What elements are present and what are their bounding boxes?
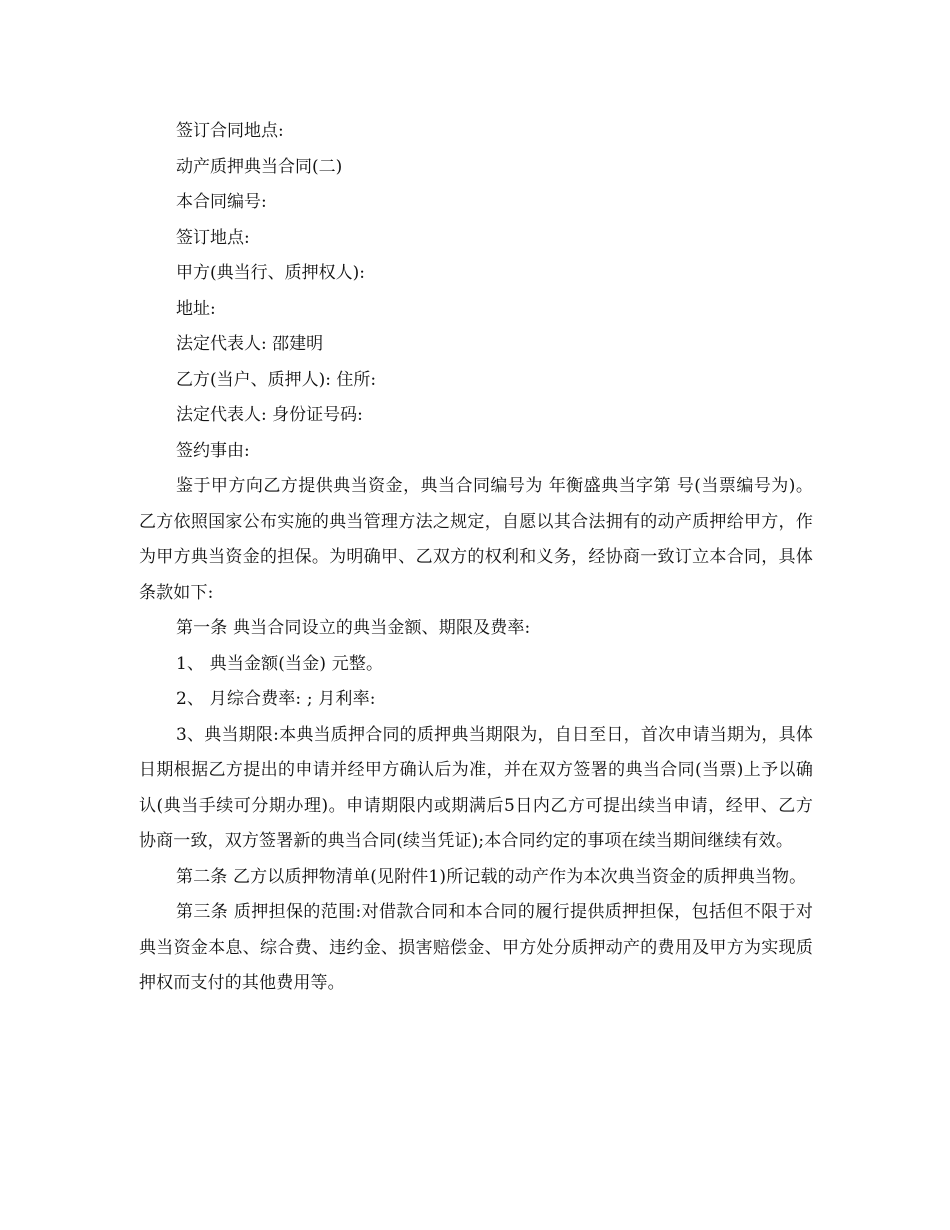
- preamble-paragraph: 鉴于甲方向乙方提供典当资金，典当合同编号为 年衡盛典当字第 号(当票编号为)。乙方依照国家公布实施的典当管理方法之规定，自愿以其合法拥有的动产质押给甲方，作为甲方典当资金的担保。为明确甲、乙双方的权利和义务，经协商一致订立本合同，具体条款如下:: [139, 476, 813, 603]
- legal-representative-b-line: 法定代表人: 身份证号码:: [176, 405, 363, 425]
- article-two-paragraph: 第二条 乙方以质押物清单(见附件1)所记载的动产作为本次典当资金的质押典当物。: [176, 866, 807, 887]
- article-three-paragraph: 第三条 质押担保的范围:对借款合同和本合同的履行提供质押担保，包括但不限于对典当资金本息、综合费、违约金、损害赔偿金、甲方处分质押动产的费用及甲方为实现质押权而支付的其他费用等。: [139, 902, 813, 993]
- party-a-line: 甲方(典当行、质押权人):: [176, 263, 365, 283]
- signing-place-line: 签订合同地点:: [176, 121, 284, 141]
- article-one-heading: 第一条 典当合同设立的典当金额、期限及费率:: [176, 618, 531, 638]
- article-one-item-term: 3、典当期限:本典当质押合同的质押典当期限为，自日至日，首次申请当期为，具体日期根据乙方提出的申请并经甲方确认后为准，并在双方签署的典当合同(当票)上予以确认(典当手续可分期办理)。申请期限内或期满后5日内乙方可提出续当申请，经甲、乙方协商一致，双方签署新的典当合同(续当凭证);本合同约定的事项在续当期间继续有效。: [139, 724, 813, 851]
- signing-reason-line: 签约事由:: [176, 440, 250, 461]
- contract-title: 动产质押典当合同(二): [176, 156, 343, 177]
- article-one-item-rates: 2、 月综合费率: ; 月利率:: [176, 689, 376, 709]
- address-line: 地址:: [176, 298, 216, 319]
- article-one-item-amount: 1、 典当金额(当金) 元整。: [176, 653, 384, 674]
- signing-location-line: 签订地点:: [176, 227, 250, 248]
- contract-number-line: 本合同编号:: [176, 192, 267, 212]
- party-b-line: 乙方(当户、质押人): 住所:: [176, 369, 377, 390]
- contract-body: [139, 114, 813, 1002]
- legal-representative-a-line: 法定代表人: 邵建明: [176, 334, 324, 354]
